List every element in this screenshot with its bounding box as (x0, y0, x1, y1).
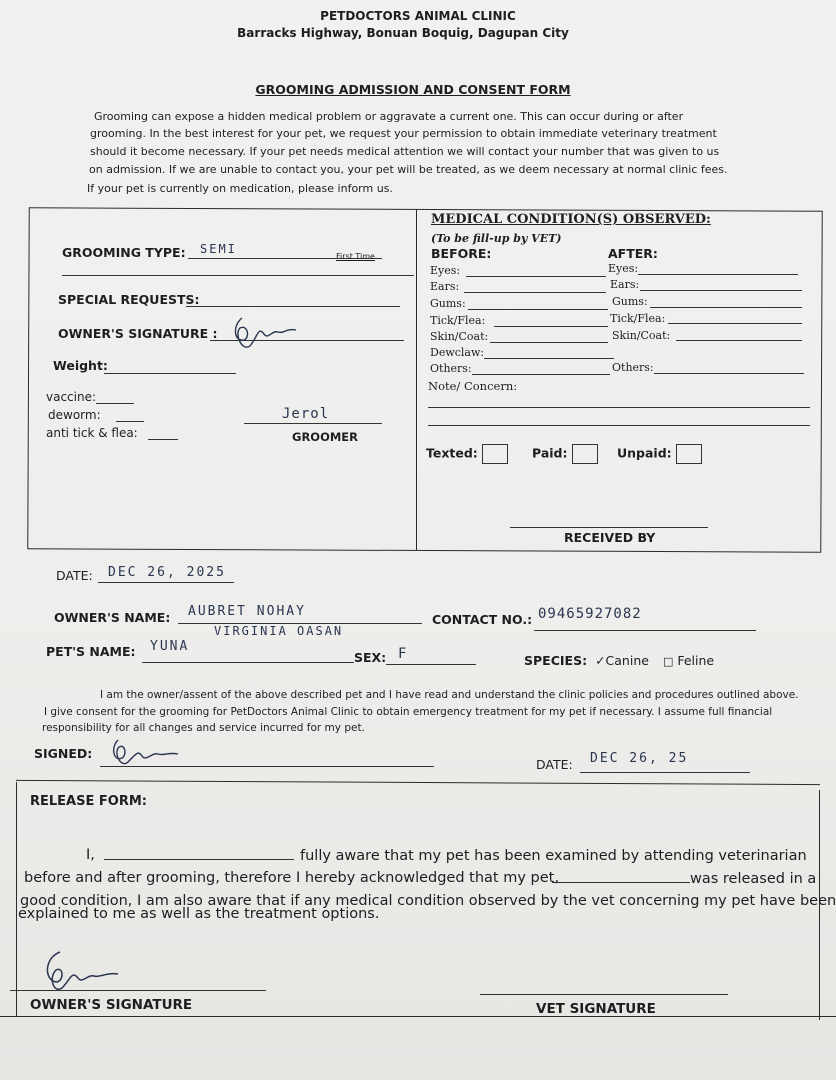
pet-name-label: PET'S NAME: (46, 644, 136, 659)
intro-line-1: Grooming can expose a hidden medical problem or aggravate a current one. This can occur during or after (94, 110, 684, 123)
texted-text: Texted: (426, 445, 478, 461)
owner-name-value-2[interactable]: VIRGINIA OASAN (214, 624, 344, 638)
signed-line[interactable] (100, 766, 434, 767)
before-dewclaw-label: Dewclaw: (430, 346, 485, 359)
clinic-name: PETDOCTORS ANIMAL CLINIC (320, 9, 516, 23)
texted-checkbox[interactable] (482, 444, 508, 464)
anti-tick-label: anti tick & flea: (46, 426, 138, 440)
groomer-value[interactable]: Jerol (282, 406, 330, 422)
owner-name-value-1[interactable]: AUBRET NOHAY (188, 604, 306, 619)
unpaid-checkbox[interactable] (676, 444, 702, 464)
sex-value[interactable]: F (398, 646, 409, 662)
grooming-type-line-2 (62, 275, 414, 276)
first-time-label[interactable]: First Time (336, 252, 375, 261)
after-label: AFTER: (608, 246, 658, 261)
before-eyes-line[interactable] (466, 276, 606, 277)
after-tick-label: Tick/Flea: (610, 312, 666, 325)
after-gums-label: Gums: (612, 295, 648, 308)
species-group (524, 653, 714, 668)
deworm-label: deworm: (48, 408, 101, 422)
release-vet-line[interactable] (480, 994, 728, 995)
box-divider (416, 210, 417, 550)
texted-label (426, 444, 508, 464)
after-others-line[interactable] (654, 373, 804, 374)
release-line-2-start: before and after grooming, therefore I hereby acknowledged that my pet, (24, 870, 559, 886)
canine-checkmark[interactable]: ✓ (595, 653, 606, 668)
contact-line (534, 630, 756, 631)
sex-line (386, 664, 476, 665)
release-name-line[interactable] (104, 859, 294, 860)
before-skin-label: Skin/Coat: (430, 330, 489, 343)
consent-date-value[interactable]: DEC 26, 25 (590, 751, 689, 766)
note-concern-label: Note/ Concern: (428, 379, 518, 393)
intro-line-3: should it become necessary. If your pet needs medical attention we will contact your number that was given to us (90, 145, 720, 158)
release-line-1-start: I, (86, 847, 95, 863)
paid-label (532, 444, 598, 464)
anti-tick-line[interactable] (148, 439, 178, 440)
release-top-border (16, 780, 820, 785)
received-by-label: RECEIVED BY (564, 530, 656, 545)
after-gums-line[interactable] (650, 307, 802, 308)
owner-signature-label: OWNER'S SIGNATURE : (58, 326, 218, 341)
date-line (98, 582, 234, 583)
release-pet-line[interactable] (552, 882, 690, 883)
weight-label: Weight: (53, 358, 108, 373)
special-requests-label: SPECIAL REQUESTS: (58, 292, 200, 307)
before-eyes-label: Eyes: (430, 264, 461, 277)
paid-text: Paid: (532, 445, 568, 461)
form-title: GROOMING ADMISSION AND CONSENT FORM (255, 82, 571, 97)
medical-subtitle: (To be fill-up by VET) (431, 232, 562, 245)
paid-checkbox[interactable] (572, 444, 598, 464)
vaccine-line[interactable] (96, 403, 134, 404)
before-others-label: Others: (430, 362, 472, 375)
consent-line-2: I give consent for the grooming for PetDoctors Animal Clinic to obtain emergency treatment for my pet if necessary. I assume full financial (44, 706, 773, 718)
before-gums-label: Gums: (430, 297, 466, 310)
grooming-type-label: GROOMING TYPE: (62, 245, 186, 260)
release-line-2-end: was released in a (690, 871, 817, 887)
deworm-line[interactable] (116, 421, 144, 422)
before-label: BEFORE: (431, 246, 492, 261)
release-line-3: good condition, I am also aware that if any medical condition observed by the vet concerning my pet have been (20, 893, 836, 909)
after-skin-label: Skin/Coat: (612, 329, 671, 342)
intro-line-4: on admission. If we are unable to contact you, your pet will be treated, as we deem necessary at normal clinic fees. (89, 163, 728, 176)
consent-line-3: responsibility for all changes and service incurred for my pet. (42, 722, 365, 734)
date-value[interactable]: DEC 26, 2025 (108, 565, 226, 580)
intro-line-2: grooming. In the best interest for your pet, we request your permission to obtain immediate veterinary treatment (90, 127, 717, 140)
species-label: SPECIES: (524, 653, 588, 668)
vaccine-label: vaccine: (46, 390, 97, 404)
after-eyes-line[interactable] (638, 274, 798, 275)
before-tick-line[interactable] (494, 326, 608, 327)
grooming-type-value[interactable]: SEMI (200, 242, 237, 256)
feline-checkbox[interactable]: □ (662, 655, 674, 668)
after-ears-label: Ears: (610, 278, 640, 291)
release-owner-signature-label: OWNER'S SIGNATURE (30, 997, 193, 1013)
after-ears-line[interactable] (640, 290, 802, 291)
before-tick-label: Tick/Flea: (430, 314, 486, 327)
contact-value[interactable]: 09465927082 (538, 606, 642, 622)
groomer-line (244, 423, 382, 424)
groomer-label: GROOMER (292, 430, 359, 444)
species-canine: Canine (605, 653, 649, 668)
owner-signature-scribble (228, 312, 298, 356)
pet-name-value[interactable]: YUNA (150, 639, 190, 654)
owner-name-label: OWNER'S NAME: (54, 610, 171, 625)
release-line-1-end: fully aware that my pet has been examined by attending veterinarian (300, 848, 807, 864)
before-ears-label: Ears: (430, 280, 460, 293)
consent-date-line (580, 772, 750, 773)
before-others-line[interactable] (472, 374, 610, 375)
release-vet-signature-label: VET SIGNATURE (536, 1001, 656, 1017)
after-skin-line[interactable] (676, 340, 802, 341)
signed-label: SIGNED: (34, 746, 93, 761)
consent-date-label: DATE: (536, 757, 573, 772)
consent-line-1: I am the owner/assent of the above described pet and I have read and understand the clinic policies and procedures outlined above. (100, 689, 799, 701)
clinic-address: Barracks Highway, Bonuan Boquig, Dagupan City (237, 26, 569, 40)
date-label: DATE: (56, 568, 93, 583)
after-others-label: Others: (612, 361, 654, 374)
after-eyes-label: Eyes: (608, 262, 639, 275)
intro-line-5: If your pet is currently on medication, please inform us. (87, 182, 393, 195)
weight-line[interactable] (104, 373, 236, 374)
release-owner-line[interactable] (10, 990, 266, 991)
medical-title: MEDICAL CONDITION(S) OBSERVED: (431, 212, 711, 227)
note-line-2[interactable] (428, 425, 810, 426)
release-left-border (16, 782, 17, 1016)
before-skin-line[interactable] (490, 342, 608, 343)
release-line-4: explained to me as well as the treatment options. (18, 906, 380, 922)
sex-label: SEX: (354, 650, 387, 665)
release-title: RELEASE FORM: (30, 794, 147, 809)
received-by-line[interactable] (510, 527, 708, 528)
before-ears-line[interactable] (464, 292, 606, 293)
pet-name-line (142, 662, 354, 663)
contact-label: CONTACT NO.: (432, 612, 533, 627)
note-line-1[interactable] (428, 407, 810, 408)
special-requests-line[interactable] (186, 306, 400, 307)
unpaid-label (617, 444, 702, 464)
after-tick-line[interactable] (668, 323, 802, 324)
unpaid-text: Unpaid: (617, 445, 672, 461)
species-feline: Feline (677, 653, 715, 668)
release-bottom-border (0, 1016, 836, 1017)
before-dewclaw-line[interactable] (484, 358, 614, 359)
before-gums-line[interactable] (468, 309, 608, 310)
